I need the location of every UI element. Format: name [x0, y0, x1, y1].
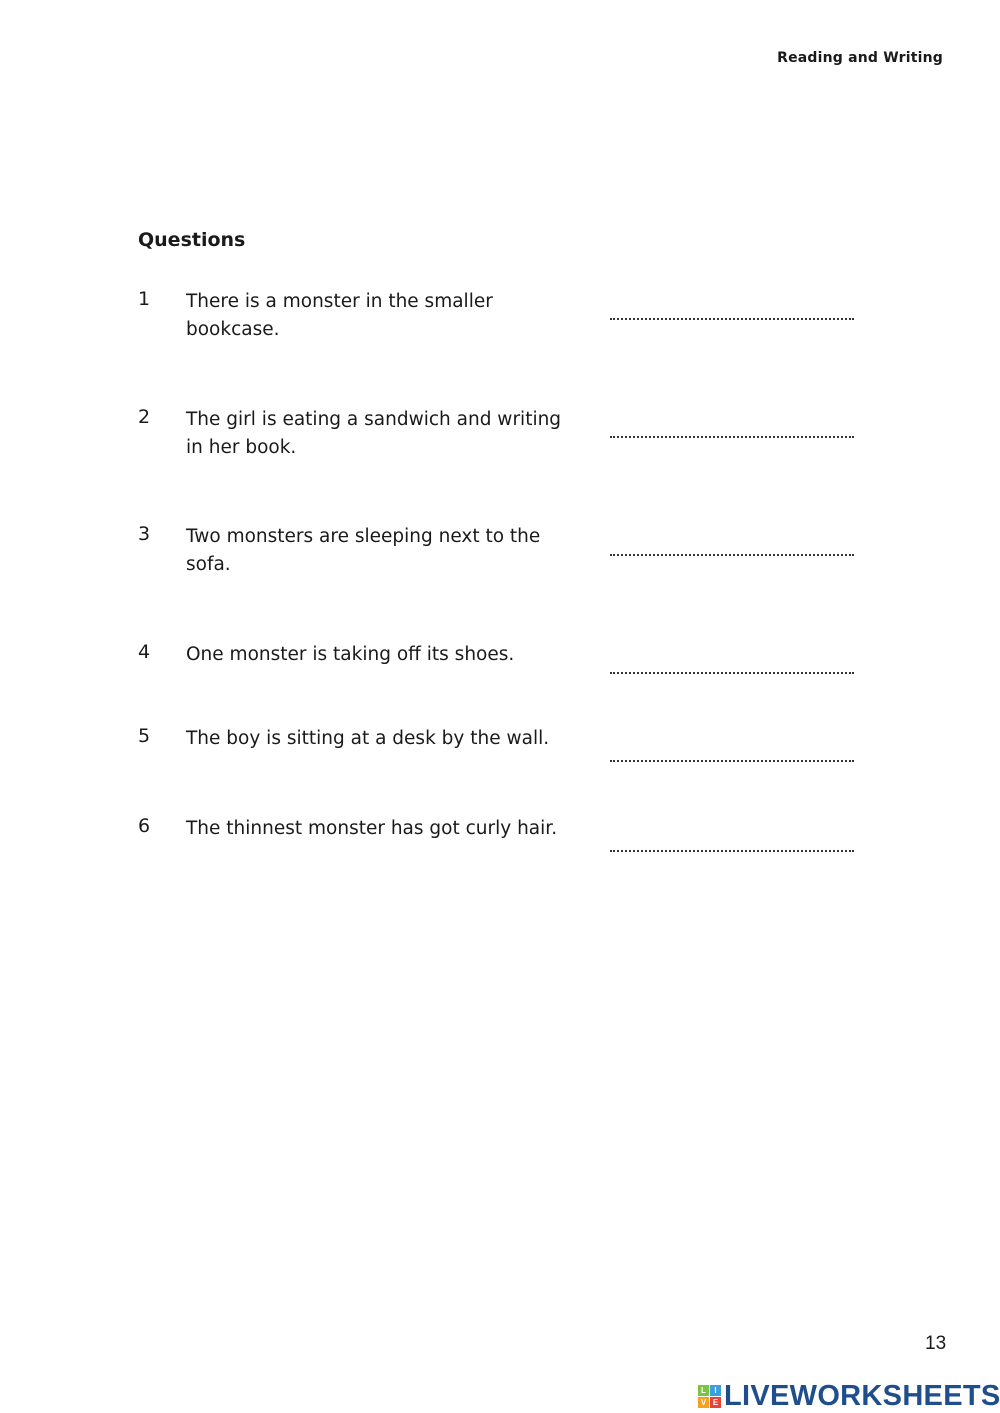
questions-title: Questions [138, 229, 246, 251]
question-text: The girl is eating a sandwich and writing in her book. [186, 409, 562, 458]
answer-input-4[interactable] [610, 650, 854, 674]
question-4 [138, 641, 858, 701]
answer-input-2[interactable] [610, 414, 854, 438]
question-6 [138, 815, 858, 875]
question-number: 2 [138, 406, 151, 428]
question-1 [138, 288, 858, 348]
question-text: There is a monster in the smaller bookcase. [186, 291, 493, 340]
logo-text: LIVEWORKSHEETS [724, 1380, 1000, 1412]
answer-input-5[interactable] [610, 738, 854, 762]
question-text: The thinnest monster has got curly hair. [186, 818, 558, 839]
page-number: 13 [925, 1333, 947, 1354]
question-2 [138, 406, 858, 466]
question-text: The boy is sitting at a desk by the wall. [186, 728, 550, 749]
answer-input-6[interactable] [610, 828, 854, 852]
question-5 [138, 725, 858, 785]
question-number: 6 [138, 815, 151, 837]
answer-input-1[interactable] [610, 296, 854, 320]
logo-mark-icon: L I V E [698, 1385, 721, 1408]
question-number: 4 [138, 641, 151, 663]
liveworksheets-logo [698, 1380, 1000, 1413]
answer-input-3[interactable] [610, 532, 854, 556]
question-number: 5 [138, 725, 151, 747]
question-number: 1 [138, 288, 151, 310]
question-3 [138, 523, 858, 583]
question-text: Two monsters are sleeping next to the sofa. [186, 526, 541, 575]
question-number: 3 [138, 523, 151, 545]
section-header: Reading and Writing [777, 50, 943, 66]
question-text: One monster is taking off its shoes. [186, 644, 515, 665]
